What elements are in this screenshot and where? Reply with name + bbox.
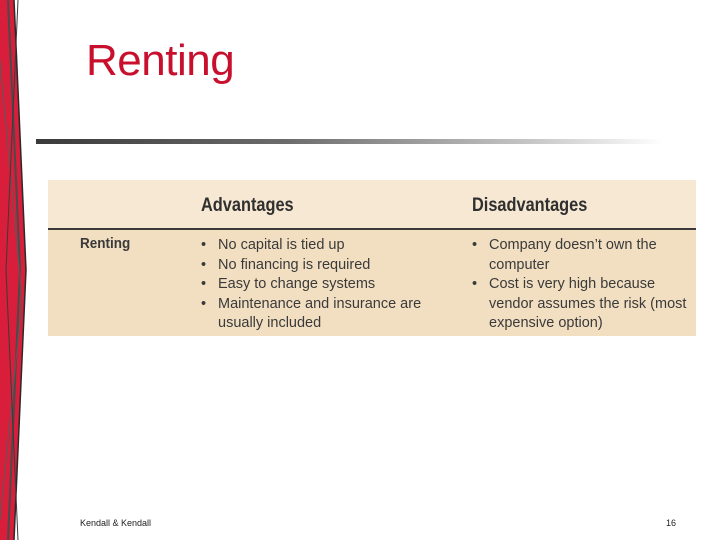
header-disadvantages: Disadvantages <box>472 195 588 216</box>
row-label-renting: Renting <box>80 235 131 252</box>
header-advantages: Advantages <box>201 195 294 216</box>
decorative-side-stripe <box>0 0 30 540</box>
footer-author: Kendall & Kendall <box>80 518 152 528</box>
slide-title: Renting <box>86 36 235 85</box>
list-item: • Company doesn’t own the computer <box>472 236 687 275</box>
advantages-list <box>201 236 461 334</box>
title-divider <box>36 139 664 144</box>
list-item: • Cost is very high because vendor assumes the risk (most expensive option) <box>472 275 687 334</box>
list-item: • Easy to change systems <box>201 275 461 295</box>
list-item: • No financing is required <box>201 256 461 276</box>
list-item: • Maintenance and insurance are usually included <box>201 295 461 334</box>
list-item: • No capital is tied up <box>201 236 461 256</box>
disadvantages-list <box>472 236 687 334</box>
comparison-table <box>48 180 696 336</box>
page-number: 16 <box>666 518 677 528</box>
table-header-row <box>48 180 696 230</box>
